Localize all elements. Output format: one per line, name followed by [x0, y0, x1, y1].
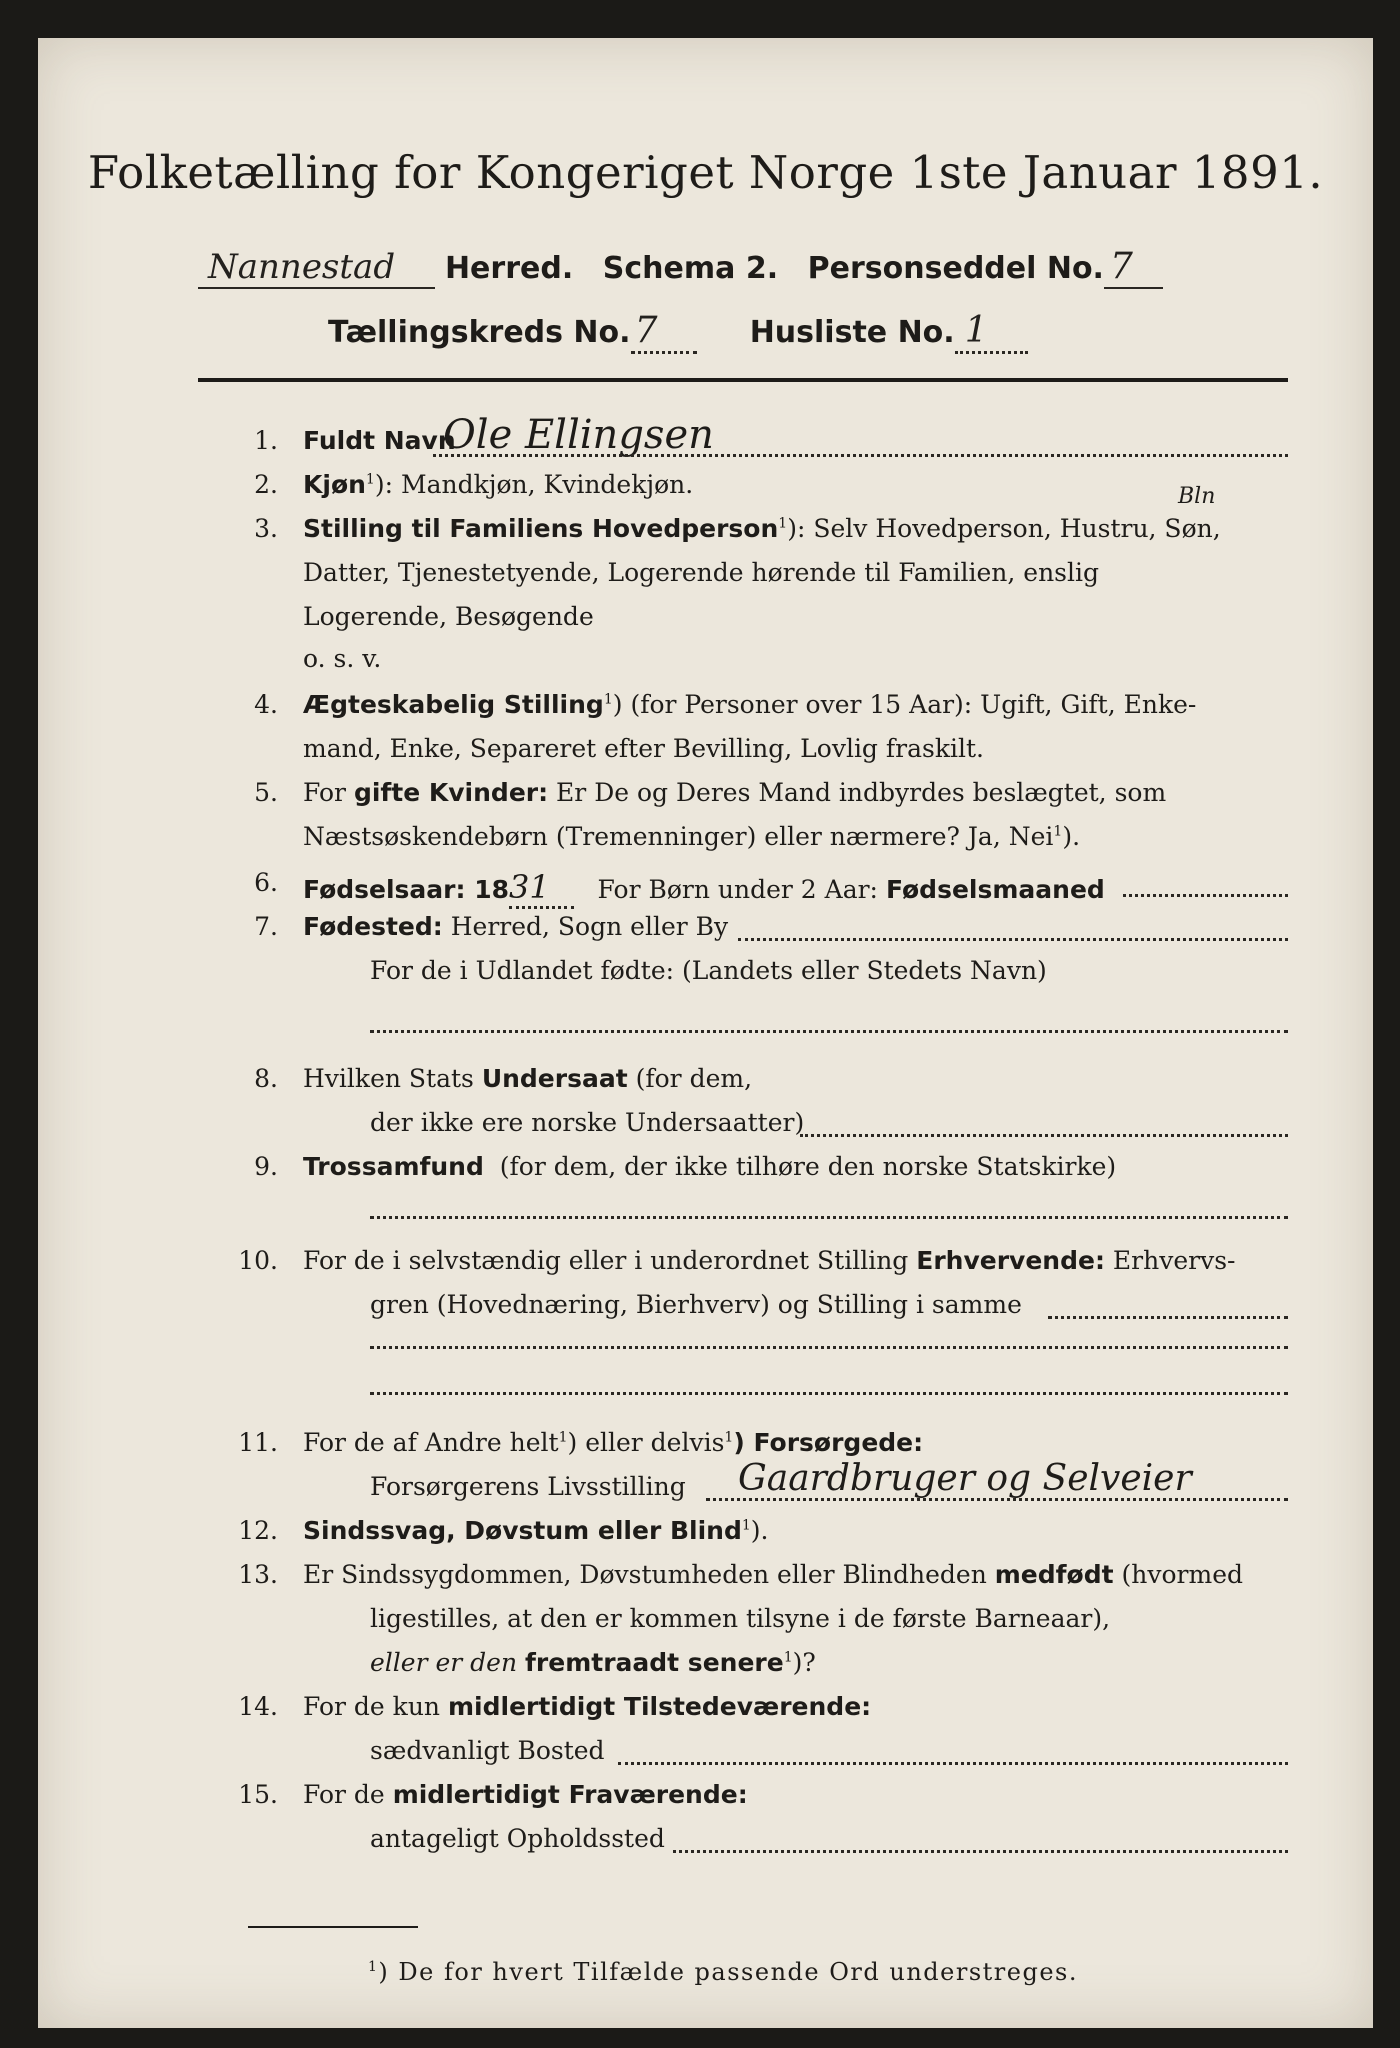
field-number: 5. — [254, 778, 278, 807]
field-7-options: Herred, Sogn eller By — [450, 912, 729, 941]
footnote-marker: 1 — [741, 1517, 751, 1534]
field-1-label: Fuldt Navn — [303, 426, 456, 455]
personseddel-label: Personseddel No. — [807, 251, 1104, 286]
herred-value: Nannestad — [198, 247, 435, 289]
husliste-value: 1 — [955, 310, 1028, 354]
field-15-label: midlertidigt Fraværende: — [392, 1780, 748, 1809]
footnote-marker: 1 — [603, 691, 613, 708]
field-number: 15. — [238, 1780, 278, 1809]
field-14-prefix: For de kun — [303, 1692, 448, 1721]
field-12-label: Sindssvag, Døvstum eller Blind — [303, 1516, 742, 1545]
provider-occupation-value: Gaardbruger og Selveier — [738, 1458, 1192, 1499]
field-5-label: gifte Kvinder: — [353, 778, 549, 807]
field-number: 12. — [238, 1516, 278, 1545]
field-number: 4. — [254, 690, 278, 719]
husliste-label: Husliste No. — [749, 315, 955, 350]
footnote-marker: 1 — [783, 1649, 793, 1666]
schema-label: Schema 2. — [602, 251, 779, 286]
field-13-label: medfødt — [994, 1560, 1114, 1589]
field-6-note: For Børn under 2 Aar: — [597, 875, 878, 904]
footnote-marker: 1 — [368, 1959, 379, 1975]
field-number: 9. — [254, 1152, 278, 1181]
field-9-note: (for dem, der ikke tilhøre den norske Statskirke) — [499, 1152, 1117, 1181]
field-3-label: Stilling til Familiens Hovedperson — [303, 514, 779, 543]
field-10-label: Erhvervende: — [916, 1246, 1105, 1275]
field-11-middle: ) eller delvis — [567, 1428, 725, 1457]
census-form-page: Folketælling for Kongeriget Norge 1ste Januar 1891. Nannestad Herred. Schema 2. Personseddel No. 7 Tællingskreds No. 7 Husliste No. 1 1. Fuldt Navn Ole Ellingsen 2. Kjøn$^1$): Mandkjøn, Kvindekjøn. 3. Stilling til Familiens Hovedperson$^1$): Selv Hovedperson, Hustru, Søn, Bln Datter, Tjenestetyende, Logerende hørende til Familien, enslig Logerende, Besøgende o. s. v. 4. Ægteskabelig Stilling$^1$) (for Personer over 15 Aar): Ugift, Gift, Enke- mand, Enke, Separeret efter Bevilling, Lovlig fraskilt. 5. For gifte Kvinder: Er De og Deres Mand indbyrdes beslægtet, som Næstsøskendebørn (Tremenninger) eller nærmere? Ja, Nei$^1$). 6. Fødselsaar: 1831 For Børn under 2 Aar: Fødselsmaaned 7. Fødested: Herred, Sogn eller By For de i Udlandet fødte: (Landets eller Stedets Navn) 8. Hvilken Stats Undersaat (for dem, der ikke ere norske Undersaatter) 9. Trossamfund (for dem, der ikke tilhøre den norske Statskirke) 10. For de i selvstændig eller i underordnet Stilling Erhvervende: Erhvervs- gren (Hovednæring, Bierhverv) og Stilling i samme 11. For de af Andre helt$^1$) eller delvis$^1$) Forsørgede: Forsørgerens Livsstilling Gaardbruger og Selveier 12. Sindssvag, Døvstum eller Blind$^1$). 13. Er Sindssygdommen, Døvstumheden eller Blindheden medfødt (hvormed ligestilles, at den er kommen tilsyne i de første Barneaar), eller er den fremtraadt senere$^1$)? 14. For de kun midlertidigt Tilstedeværende: sædvanligt Bosted 15. For de midlertidigt Fraværende: antageligt Opholdssted $^1$) De for hvert Tilfælde passende Ord understreges. — [38, 38, 1373, 2028]
field-4-options: ) (for Personer over 15 Aar): Ugift, Gift, Enke- — [612, 690, 1197, 719]
field-8-fill-line — [800, 1134, 1288, 1137]
field-number: 7. — [254, 912, 278, 941]
field-10-fill-line-2 — [370, 1346, 1288, 1349]
field-12-suffix: ). — [750, 1516, 769, 1545]
birth-year-value: 31 — [509, 868, 574, 909]
field-14-label: midlertidigt Tilstedeværende: — [447, 1692, 872, 1721]
field-8-label: Undersaat — [481, 1064, 628, 1093]
footnote-marker: 1 — [724, 1429, 734, 1446]
field-8-note-cont: der ikke ere norske Undersaatter) — [370, 1108, 805, 1137]
field-13-note: (hvormed — [1113, 1560, 1243, 1589]
field-10-note-cont: gren (Hovednæring, Bierhverv) og Stilling i samme — [370, 1290, 1022, 1319]
header-line-kreds — [328, 310, 1028, 354]
footnote-marker: 1 — [558, 1429, 568, 1446]
header-line-herred — [198, 246, 1163, 289]
field-4-options-cont: mand, Enke, Separeret efter Bevilling, Lovlig fraskilt. — [303, 734, 984, 763]
kreds-value: 7 — [631, 310, 698, 354]
field-15-opholdssted-label: antageligt Opholdssted — [370, 1824, 665, 1853]
field-13-eller: eller er den — [370, 1648, 526, 1677]
field-3-options: ): Selv Hovedperson, Hustru, Søn, — [787, 514, 1221, 543]
field-10-note: Erhvervs- — [1104, 1246, 1236, 1275]
field-7-abroad: For de i Udlandet fødte: (Landets eller Stedets Navn) — [370, 956, 1047, 985]
field-15-prefix: For de — [303, 1780, 393, 1809]
field-10-fill-line — [1048, 1316, 1288, 1319]
field-number: 6. — [254, 868, 278, 897]
field-11-label: ) Forsørgede: — [733, 1428, 924, 1457]
field-7-fill-line — [738, 938, 1288, 941]
field-14-fill-line — [618, 1762, 1288, 1765]
field-13-question: Er Sindssygdommen, Døvstumheden eller Blindheden — [303, 1560, 995, 1589]
field-6-label: Fødselsaar: 18 — [303, 875, 509, 904]
field-11-fill-line — [706, 1498, 1288, 1501]
field-3-osv: o. s. v. — [303, 644, 382, 673]
footnote-marker: 1 — [1053, 823, 1063, 840]
field-number: 11. — [238, 1428, 278, 1457]
field-number: 14. — [238, 1692, 278, 1721]
field-5-prefix: For — [303, 778, 354, 807]
field-11-livsstilling-label: Forsørgerens Livsstilling — [370, 1472, 686, 1501]
personseddel-value: 7 — [1104, 246, 1163, 289]
field-5-question: Er De og Deres Mand indbyrdes beslægtet, som — [548, 778, 1167, 807]
field-9-label: Trossamfund — [303, 1152, 484, 1181]
field-3-options-cont: Logerende, Besøgende — [303, 602, 594, 631]
field-number: 3. — [254, 514, 278, 543]
field-number: 2. — [254, 470, 278, 499]
field-8-prefix: Hvilken Stats — [303, 1064, 482, 1093]
field-2-options: ): Mandkjøn, Kvindekjøn. — [374, 470, 694, 499]
field-number: 10. — [238, 1246, 278, 1275]
field-11-prefix: For de af Andre helt — [303, 1428, 559, 1457]
herred-label: Herred. — [444, 251, 574, 286]
field-8-note: (for dem, — [627, 1064, 753, 1093]
field-7-fill-line-2 — [370, 1030, 1288, 1033]
kreds-label: Tællingskreds No. — [328, 315, 631, 350]
footnote-divider — [248, 1926, 418, 1928]
field-13-question-cont: ligestilles, at den er kommen tilsyne i de første Barneaar), — [370, 1604, 1111, 1633]
field-7-label: Fødested: — [303, 912, 443, 941]
header-divider — [198, 378, 1288, 382]
field-15-fill-line — [673, 1850, 1288, 1853]
field-3-options-cont: Datter, Tjenestetyende, Logerende hørende til Familien, enslig — [303, 558, 1100, 587]
field-5-question-cont: Næstsøskendebørn (Tremenninger) eller nærmere? Ja, Nei — [303, 822, 1054, 851]
field-10-fill-line-3 — [370, 1392, 1288, 1395]
field-number: 13. — [238, 1560, 278, 1589]
field-number: 8. — [254, 1064, 278, 1093]
footnote-marker: 1 — [365, 471, 375, 488]
footnote-text: ) De for hvert Tilfælde passende Ord understreges. — [378, 1958, 1078, 1986]
field-4-label: Ægteskabelig Stilling — [303, 690, 604, 719]
field-6-fill-line — [1123, 894, 1288, 897]
field-13-label-2: fremtraadt senere — [525, 1648, 784, 1677]
field-9-fill-line — [370, 1216, 1288, 1219]
field-13-suffix: )? — [792, 1648, 816, 1677]
form-title: Folketælling for Kongeriget Norge 1ste Januar 1891. — [87, 146, 1324, 199]
footnote — [368, 1958, 1078, 1986]
field-6-label-2: Fødselsmaaned — [885, 875, 1105, 904]
footnote-marker: 1 — [778, 515, 788, 532]
field-10-prefix: For de i selvstændig eller i underordnet Stilling — [303, 1246, 917, 1275]
field-number: 1. — [254, 426, 278, 455]
field-1-fill-line — [433, 454, 1288, 457]
field-14-bosted-label: sædvanligt Bosted — [370, 1736, 605, 1765]
full-name-value: Ole Ellingsen — [443, 412, 714, 458]
field-2-label: Kjøn — [303, 470, 366, 499]
field-3-handwritten-note: Bln — [1178, 484, 1216, 509]
